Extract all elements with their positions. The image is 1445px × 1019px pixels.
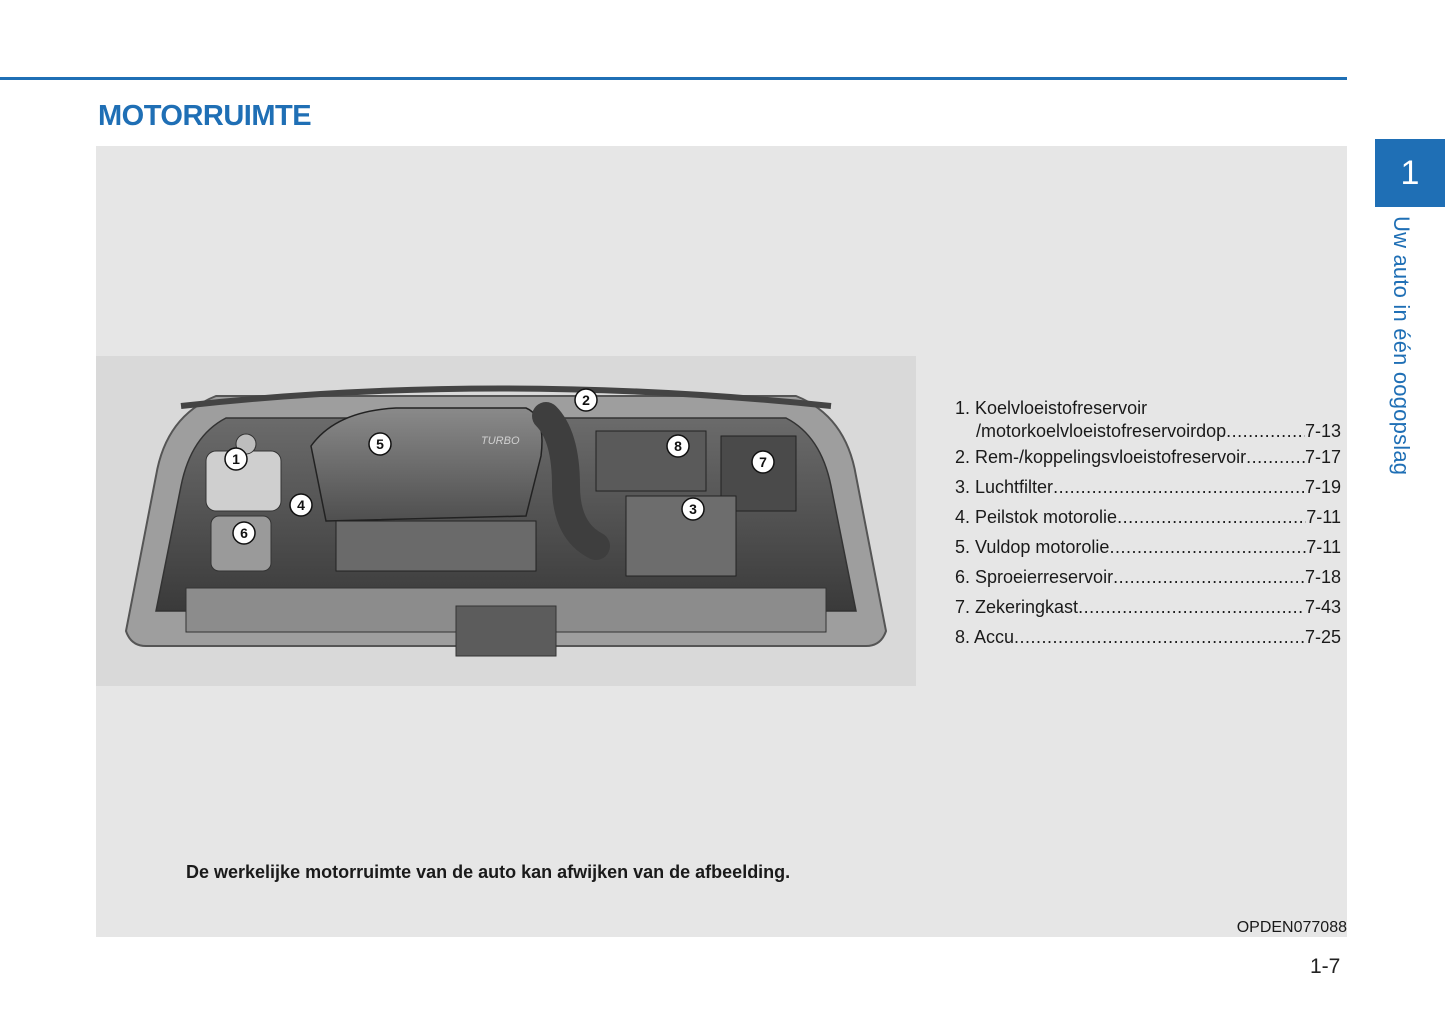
svg-text:7: 7 <box>759 454 767 470</box>
svg-text:2: 2 <box>582 392 590 408</box>
svg-text:3: 3 <box>689 501 697 517</box>
badge-7 <box>752 451 774 473</box>
legend-item: 2. Rem-/koppelingsvloeistofreservoir ..... 7-17 <box>955 442 1341 472</box>
svg-text:8: 8 <box>674 438 682 454</box>
hood-latch <box>456 606 556 656</box>
engine-bay-drawing <box>96 356 916 686</box>
legend-item: /motorkoelvloeistofreservoirdop ..... 7-13 <box>955 420 1341 442</box>
engine-bay-illustration <box>96 356 916 686</box>
badge-6 <box>233 522 255 544</box>
content-panel <box>96 146 1347 937</box>
badge-3 <box>682 498 704 520</box>
chapter-tab[interactable]: 1 <box>1375 139 1445 207</box>
legend-item: 4. Peilstok motorolie ..... 7-11 <box>955 502 1341 532</box>
header-rule <box>0 77 1347 80</box>
component-legend <box>955 396 1341 652</box>
legend-item: 3. Luchtfilter ..... 7-19 <box>955 472 1341 502</box>
legend-item: 6. Sproeierreservoir ..... 7-18 <box>955 562 1341 592</box>
engine-cover-text: TURBO <box>481 435 520 447</box>
chapter-title: Uw auto in één oogopslag <box>1389 216 1414 476</box>
legend-item: 5. Vuldop motorolie ..... 7-11 <box>955 532 1341 562</box>
badge-4 <box>290 494 312 516</box>
engine-cover <box>311 408 542 521</box>
svg-text:4: 4 <box>297 497 305 513</box>
badge-1 <box>225 448 247 470</box>
badge-8 <box>667 435 689 457</box>
page-title: MOTORRUIMTE <box>98 100 312 132</box>
legend-item: 7. Zekeringkast ..... 7-43 <box>955 592 1341 622</box>
intake-manifold <box>336 521 536 571</box>
air-filter <box>626 496 736 576</box>
svg-text:5: 5 <box>376 436 384 452</box>
svg-text:6: 6 <box>240 525 248 541</box>
image-code: OPDEN077088 <box>1236 919 1347 936</box>
svg-text:1: 1 <box>232 451 240 467</box>
disclaimer-note: De werkelijke motorruimte van de auto kan afwijken van de afbeelding. <box>186 862 791 882</box>
page-number: 1-7 <box>1310 955 1341 978</box>
legend-item: 1. Koelvloeistofreservoir <box>955 398 1148 418</box>
legend-item: 8. Accu ..... 7-25 <box>955 622 1341 652</box>
battery <box>596 431 706 491</box>
badge-5 <box>369 433 391 455</box>
badge-2 <box>575 389 597 411</box>
